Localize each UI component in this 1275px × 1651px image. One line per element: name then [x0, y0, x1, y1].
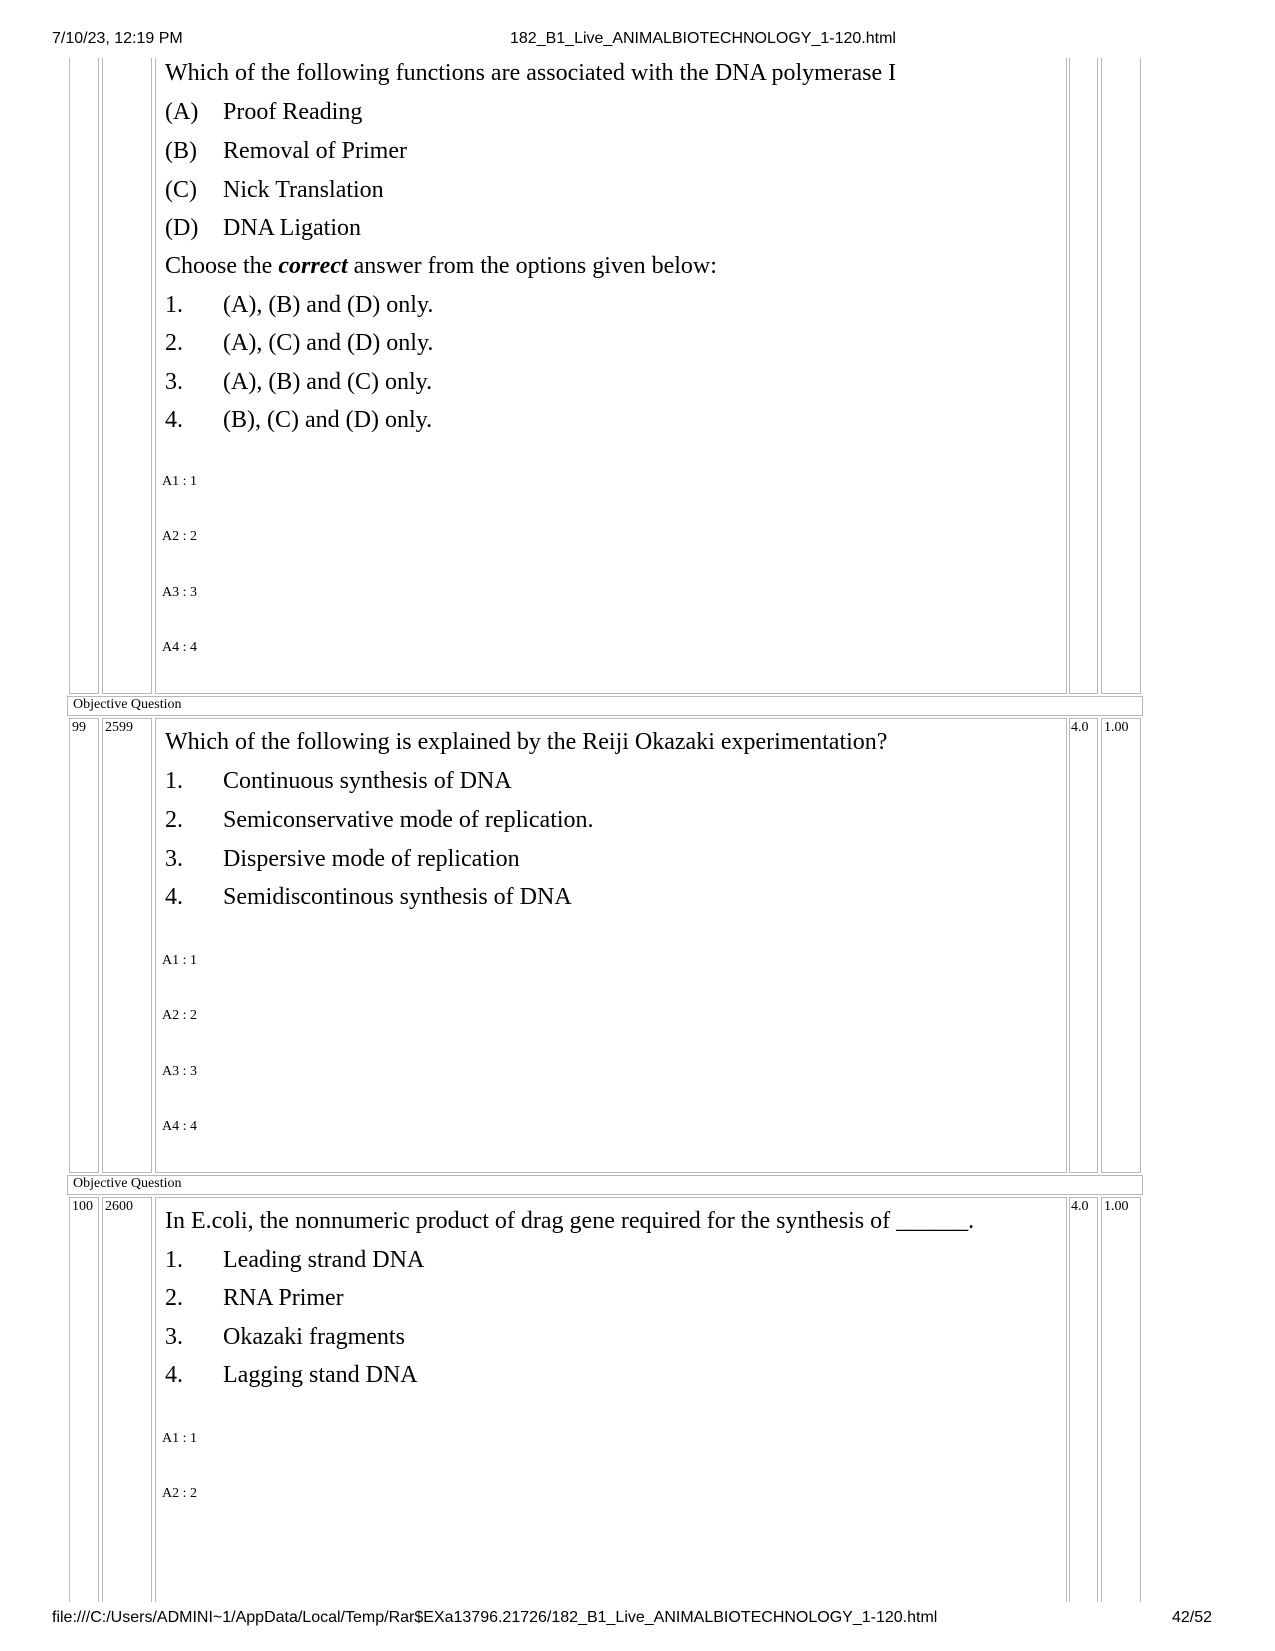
q100-negative-cell [1101, 1197, 1141, 1602]
print-file-path: file:///C:/Users/ADMINI~1/AppData/Local/Temp/Rar$EXa13796.21726/182_B1_Live_ANIMALBIOTECHNOLOGY_1-120.html [52, 1609, 938, 1626]
q100-option-number: 2. [165, 1285, 183, 1311]
q98-negative-cell [1101, 58, 1141, 694]
q99-type-row [67, 696, 1143, 716]
q98-statement-label: (A) [165, 99, 199, 125]
q99-option-text: Continuous synthesis of DNA [223, 768, 512, 794]
q99-question-text: Which of the following is explained by the Reiji Okazaki experimentation? [165, 729, 888, 755]
q99-marks: 4.0 [1071, 720, 1089, 735]
q99-option-number: 1. [165, 768, 183, 794]
q99-option-text: Semidiscontinous synthesis of DNA [223, 884, 572, 910]
print-datetime: 7/10/23, 12:19 PM [52, 30, 183, 47]
q99-negative-cell [1101, 718, 1141, 1173]
q98-statement-text: Proof Reading [223, 99, 363, 125]
q99-type-label: Objective Question [73, 697, 182, 712]
q98-qid-cell [102, 58, 152, 694]
q99-marks-cell [1069, 718, 1098, 1173]
q98-answer-key: A1 : 1 [162, 474, 197, 489]
q100-option-number: 4. [165, 1362, 183, 1388]
q99-answer-key: A2 : 2 [162, 1008, 197, 1023]
q99-answer-key: A3 : 3 [162, 1064, 197, 1079]
q99-qid-cell [102, 718, 152, 1173]
q98-option-text: (A), (B) and (D) only. [223, 292, 434, 318]
q100-question-id: 2600 [105, 1199, 133, 1214]
q100-marks: 4.0 [1071, 1199, 1089, 1214]
q98-option-text: (A), (B) and (C) only. [223, 369, 433, 395]
q100-option-number: 1. [165, 1247, 183, 1273]
q99-negative-marks: 1.00 [1104, 720, 1129, 735]
q99-option-number: 2. [165, 807, 183, 833]
q98-statement-text: DNA Ligation [223, 215, 361, 241]
q100-serial-number: 100 [72, 1199, 93, 1214]
q98-statement-label: (C) [165, 177, 197, 203]
q98-option-number: 1. [165, 292, 183, 318]
q99-question-id: 2599 [105, 720, 133, 735]
q100-option-number: 3. [165, 1324, 183, 1350]
q98-statement-text: Nick Translation [223, 177, 384, 203]
q99-sno-cell [69, 718, 99, 1173]
q98-option-number: 3. [165, 369, 183, 395]
q98-answer-key: A3 : 3 [162, 585, 197, 600]
q98-question-text: Which of the following functions are associated with the DNA polymerase I [165, 60, 897, 86]
q100-option-text: Leading strand DNA [223, 1247, 425, 1273]
q99-option-number: 3. [165, 846, 183, 872]
q100-option-text: RNA Primer [223, 1285, 344, 1311]
q100-type-row [67, 1175, 1143, 1195]
q100-option-text: Lagging stand DNA [223, 1362, 418, 1388]
q98-answer-key: A2 : 2 [162, 529, 197, 544]
q98-option-number: 2. [165, 330, 183, 356]
q100-option-text: Okazaki fragments [223, 1324, 405, 1350]
print-page-number: 42/52 [1172, 1609, 1213, 1626]
q100-answer-key: A2 : 2 [162, 1486, 197, 1501]
q99-answer-key: A4 : 4 [162, 1119, 197, 1134]
q99-answer-key: A1 : 1 [162, 953, 197, 968]
q100-question-text: In E.coli, the nonnumeric product of drag gene required for the synthesis of ______. [165, 1208, 975, 1234]
q100-qid-cell [102, 1197, 152, 1602]
q99-option-number: 4. [165, 884, 183, 910]
q98-answer-key: A4 : 4 [162, 640, 197, 655]
q98-marks-cell [1069, 58, 1098, 694]
q99-serial-number: 99 [72, 720, 86, 735]
q98-instruction: Choose the correct answer from the options given below: [165, 253, 717, 279]
q98-sno-cell [69, 58, 99, 694]
q99-option-text: Dispersive mode of replication [223, 846, 520, 872]
q98-statement-text: Removal of Primer [223, 138, 407, 164]
q100-type-label: Objective Question [73, 1176, 182, 1191]
q98-option-number: 4. [165, 407, 183, 433]
print-title: 182_B1_Live_ANIMALBIOTECHNOLOGY_1-120.html [510, 30, 896, 47]
q98-statement-label: (D) [165, 215, 199, 241]
q98-statement-label: (B) [165, 138, 197, 164]
q98-option-text: (A), (C) and (D) only. [223, 330, 434, 356]
q100-answer-key: A1 : 1 [162, 1431, 197, 1446]
q100-marks-cell [1069, 1197, 1098, 1602]
q98-option-text: (B), (C) and (D) only. [223, 407, 433, 433]
q99-option-text: Semiconservative mode of replication. [223, 807, 594, 833]
q100-negative-marks: 1.00 [1104, 1199, 1129, 1214]
q100-sno-cell [69, 1197, 99, 1602]
